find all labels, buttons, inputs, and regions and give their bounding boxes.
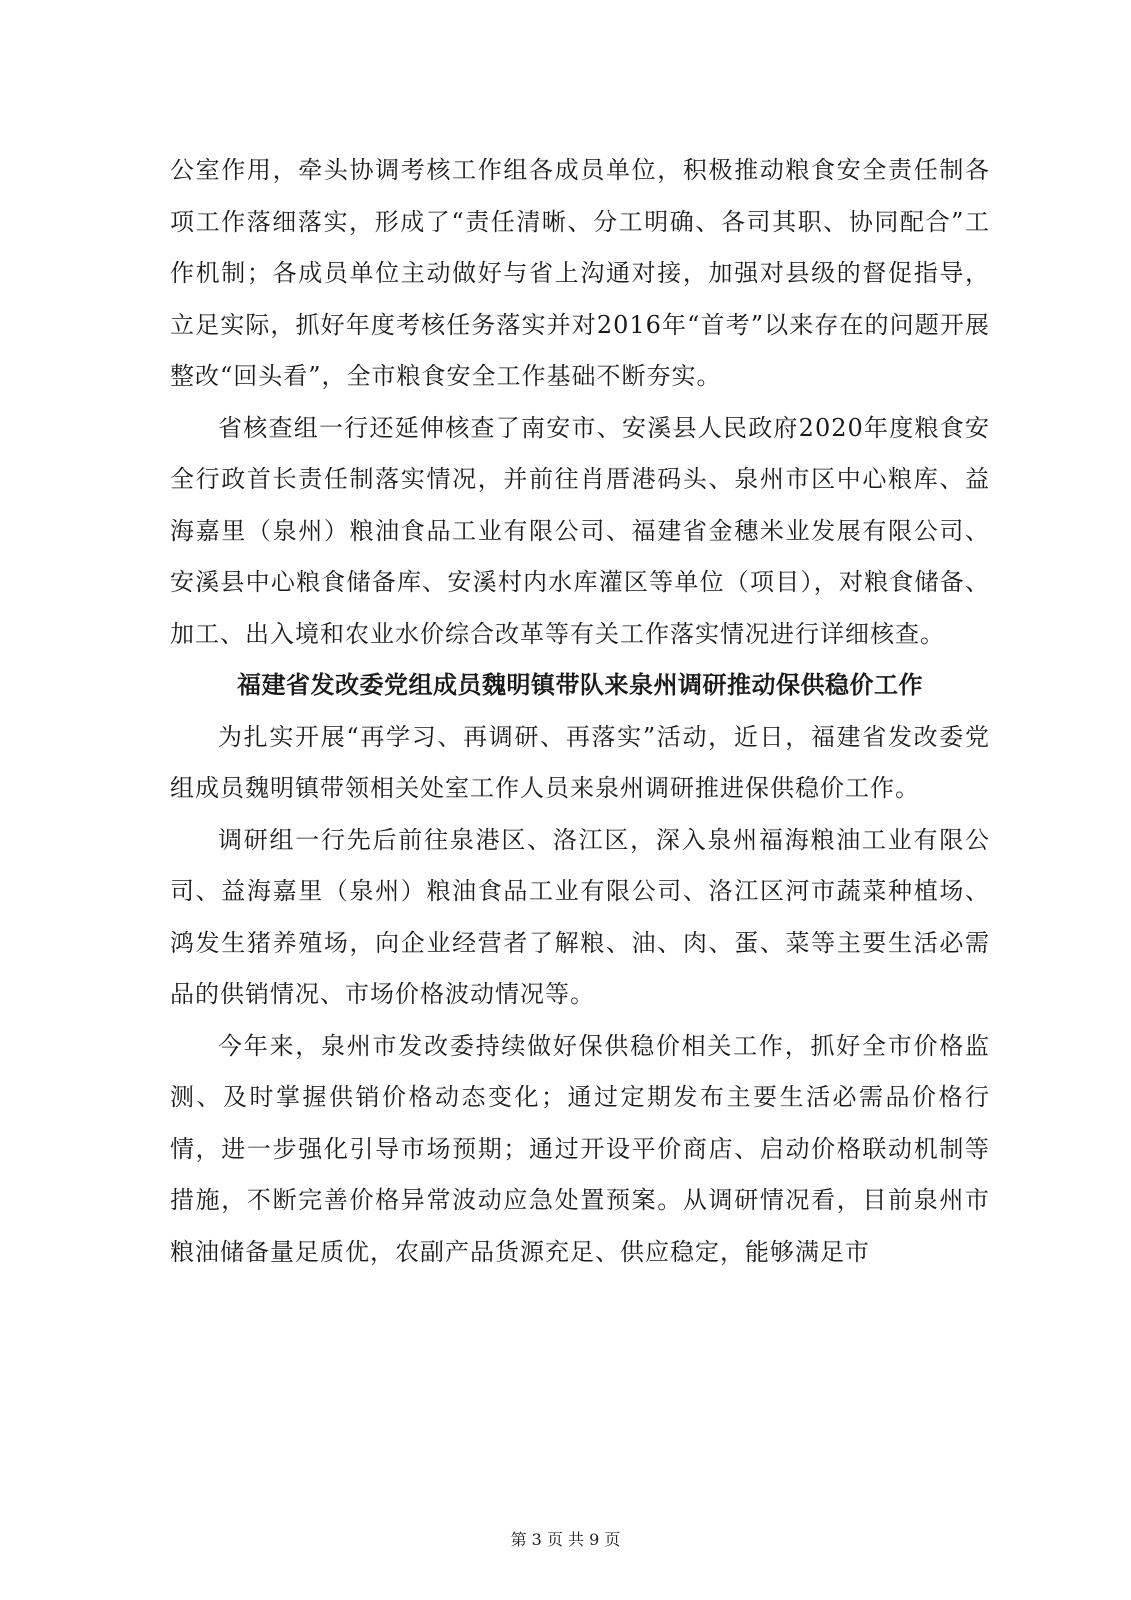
paragraph-research-visits: 调研组一行先后前往泉港区、洛江区，深入泉州福海粮油工业有限公司、益海嘉里（泉州）粮油食品工业有限公司、洛江区河市蔬菜种植场、鸿发生猪养殖场，向企业经营者了解粮、油、肉、蛋、菜等主要生活必需品的供销情况、市场价格波动情况等。 <box>170 825 990 1008</box>
paragraph-verification-inspection: 省核查组一行还延伸核查了南安市、安溪县人民政府2020年度粮食安全行政首长责任制落实情况，并前往肖厝港码头、泉州市区中心粮库、益海嘉里（泉州）粮油食品工业有限公司、福建省金穗米业发展有限公司、安溪县中心粮食储备库、安溪村内水库灌区等单位（项目），对粮食储备、加工、出入境和农业水价综合改革等有关工作落实情况进行详细核查。 <box>170 413 990 648</box>
paragraph-research-activity: 为扎实开展“再学习、再调研、再落实”活动，近日，福建省发改委党组成员魏明镇带领相关处室工作人员来泉州调研推进保供稳价工作。 <box>170 722 990 802</box>
page-number-footer: 第 3 页 共 9 页 <box>510 1530 621 1549</box>
section-heading: 福建省发改委党组成员魏明镇带队来泉州调研推动保供稳价工作 <box>237 671 923 699</box>
paragraph-work-mechanism: 公室作用，牵头协调考核工作组各成员单位，积极推动粮食安全责任制各项工作落细落实，形成了“责任清晰、分工明确、各司其职、协同配合”工作机制；各成员单位主动做好与省上沟通对接，加强对县级的督促指导，立足实际，抓好年度考核任务落实并对2016年“首考”以来存在的问题开展整改“回头看”，全市粮食安全工作基础不断夯实。 <box>170 156 990 390</box>
paragraph-price-stability: 今年来，泉州市发改委持续做好保供稳价相关工作，抓好全市价格监测、及时掌握供销价格动态变化；通过定期发布主要生活必需品价格行情，进一步强化引导市场预期；通过开设平价商店、启动价格联动机制等措施，不断完善价格异常波动应急处置预案。从调研情况看，目前泉州市粮油储备量足质优，农副产品货源充足、供应稳定，能够满足市 <box>170 1031 990 1266</box>
document-body <box>170 145 990 1278</box>
